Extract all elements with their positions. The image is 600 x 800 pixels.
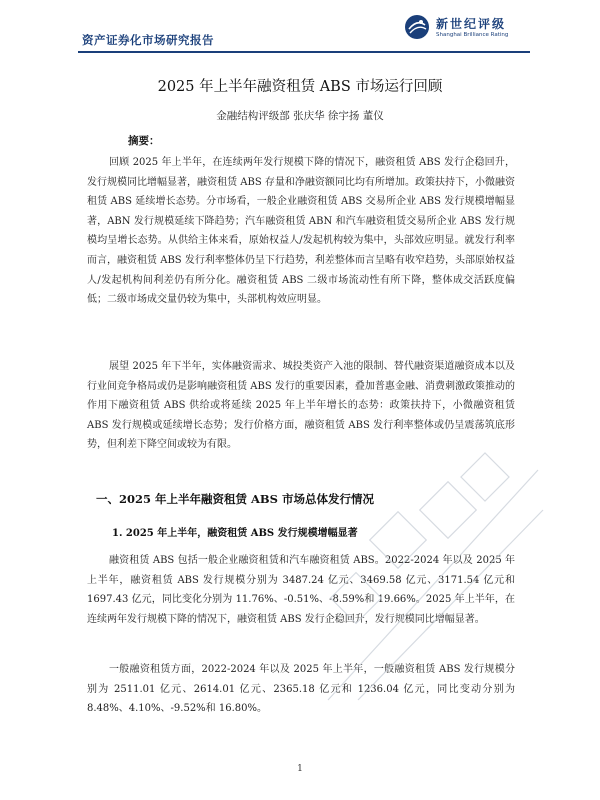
company-logo-name: 新世纪评级: [436, 17, 507, 31]
abstract-paragraph-outlook: 展望 2025 年下半年，实体融资需求、城投类资产入池的限制、替代融资渠道融资成本以及行业间竞争格局或仍是影响融资租赁 ABS 发行的重要因素，叠加普惠金融、消费刺激政策推动的作用下融资租赁 ABS 供给或将延续 2025 年上半年增长的态势：政策扶持下，小微融资租赁 ABS 发行规模或延续增长态势；发行价格方面，融资租赁 ABS 发行利率整体或仍呈震荡筑底形势，但利差下降空间或较为有限。: [87, 361, 515, 451]
subsection-heading: 1. 2025 年上半年，融资租赁 ABS 发行规模增幅显著: [112, 528, 358, 539]
document-title: 2025 年上半年融资租赁 ABS 市场运行回顾: [157, 79, 443, 95]
header-divider: [78, 51, 530, 53]
company-logo-icon: [404, 14, 430, 40]
page-number: 1: [297, 764, 303, 774]
report-series-title: 资产证券化市场研究报告: [82, 33, 214, 47]
page-header: [0, 0, 600, 56]
document-authors: 金融结构评级部 张庆华 徐宇扬 董仪: [216, 110, 384, 122]
body-paragraph-issuance: 融资租赁 ABS 包括一般企业融资租赁和汽车融资租赁 ABS。2022-2024 年以及 2025 年上半年，融资租赁 ABS 发行规模分别为 3487.24 亿元、3469.58 亿元、3171.54 亿元和 1697.43 亿元，同比变化分别为 11.76%、-0.51%、-8.59%和 19.66%。2025 年上半年，在连续两年发行规模下降的情况下，融资租赁 ABS 发行企稳回升，发行规模同比增幅显著。: [87, 555, 515, 625]
abstract-label: 摘要：: [128, 135, 160, 147]
abstract-paragraph-review: 回顾 2025 年上半年，在连续两年发行规模下降的情况下，融资租赁 ABS 发行企稳回升，发行规模同比增幅显著，融资租赁 ABS 存量和净融资额同比均有所增加。政策扶持下，小微融资租赁 ABS 延续增长态势。分市场看，一般企业融资租赁 ABS 交易所企业 ABS 发行规模增幅显著，ABN 发行规模延续下降趋势；汽车融资租赁 ABN 和汽车融资租赁交易所企业 ABS 发行规模均呈增长态势。从供给主体来看，原始权益人/发起机构较为集中，头部效应明显。就发行利率而言，融资租赁 ABS 发行利率整体仍呈下行趋势，利差整体而言呈略有收窄趋势，头部原始权益人/发起机构间利差仍有所分化。融资租赁 ABS 二级市场流动性有所下降，整体成交活跃度偏低；二级市场成交量仍较为集中，头部机构效应明显。: [87, 157, 515, 306]
company-logo-english: Shanghai Brilliance Rating: [436, 32, 509, 38]
body-paragraph-general-leasing: 一般融资租赁方面，2022-2024 年以及 2025 年上半年，一般融资租赁 ABS 发行规模分别为 2511.01 亿元、2614.01 亿元、2365.18 亿元和 1236.04 亿元，同比变动分别为 8.48%、4.10%、-9.52%和 16.80%。: [87, 664, 515, 715]
section-heading: 一、2025 年上半年融资租赁 ABS 市场总体发行情况: [96, 492, 374, 506]
